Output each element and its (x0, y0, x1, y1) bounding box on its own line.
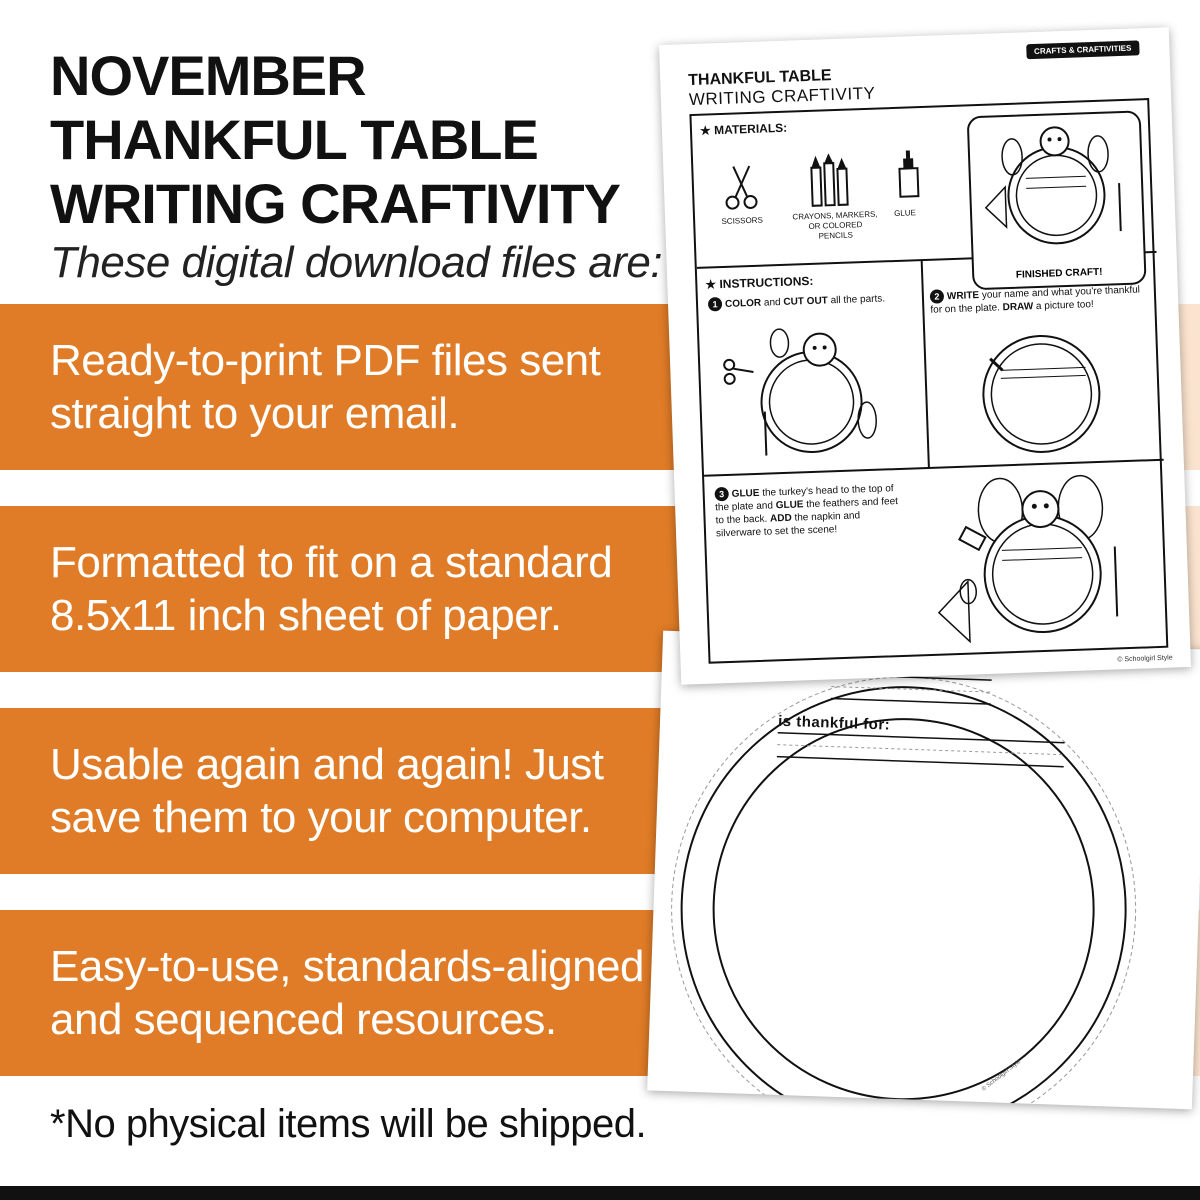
instruction-step-2: 2 WRITE your name and what you're thankful for on the plate. DRAW a picture too! (930, 284, 1141, 316)
scissors-icon (721, 162, 763, 213)
write-plate-illustration (949, 325, 1153, 462)
title-line-3: WRITING CRAFTIVITY (50, 172, 620, 235)
glue-icon (893, 150, 925, 201)
worksheet-frame (689, 98, 1168, 664)
feature-text-3: Usable again and again! Just save them to your computer. (50, 740, 604, 842)
instruction-step-3: 3 GLUE the turkey's head to the top of the plate and GLUE the feathers and feet to the back. ADD the napkin and silverware to set the scene! (714, 483, 899, 540)
feature-text-4: Easy-to-use, standards-aligned and sequenced resources. (50, 942, 644, 1044)
worksheet-title: THANKFUL TABLE (687, 67, 832, 90)
shipping-note: *No physical items will be shipped. (50, 1102, 647, 1146)
subheading: These digital download files are: (50, 238, 663, 287)
material-scissors: SCISSORS (721, 215, 763, 227)
plate-prompt-label: is thankful for: (777, 712, 891, 734)
title-line-1: NOVEMBER (50, 44, 366, 107)
instruction-step-1: 1 COLOR and CUT OUT all the parts. (708, 290, 913, 311)
materials-heading: ★ MATERIALS: (699, 120, 788, 138)
bottom-border (0, 1186, 1200, 1200)
category-tag: CRAFTS & CRAFTIVITIES (1026, 40, 1140, 59)
turkey-plate-icon (969, 112, 1144, 268)
worksheet-subtitle: WRITING CRAFTIVITY (688, 83, 876, 110)
crayons-icon (805, 152, 857, 209)
plate-template-page (647, 631, 1200, 1110)
worksheet-credit: © Schoolgirl Style (1117, 654, 1173, 664)
title-line-2: THANKFUL TABLE (50, 108, 538, 171)
plate-credit: © Schoolgirl Style (981, 1058, 1023, 1093)
page-title (50, 44, 650, 236)
star-icon: ★ (705, 277, 720, 292)
assembled-turkey-illustration (914, 465, 1160, 653)
material-glue: GLUE (893, 208, 917, 218)
finished-craft-label: FINISHED CRAFT! (1015, 266, 1103, 281)
feature-text-2: Formatted to fit on a standard 8.5x11 inch sheet of paper. (50, 538, 613, 640)
plate-illustration (647, 631, 1200, 1110)
cut-parts-illustration (714, 318, 919, 465)
instructions-heading: ★ INSTRUCTIONS: (705, 273, 814, 292)
finished-craft-box (967, 110, 1147, 290)
feature-text-1: Ready-to-print PDF files sent straight to your email. (50, 336, 601, 438)
material-crayons: CRAYONS, MARKERS, OR COLORED PENCILS (792, 209, 878, 241)
worksheet-preview (659, 27, 1191, 684)
star-icon: ★ (699, 123, 715, 138)
